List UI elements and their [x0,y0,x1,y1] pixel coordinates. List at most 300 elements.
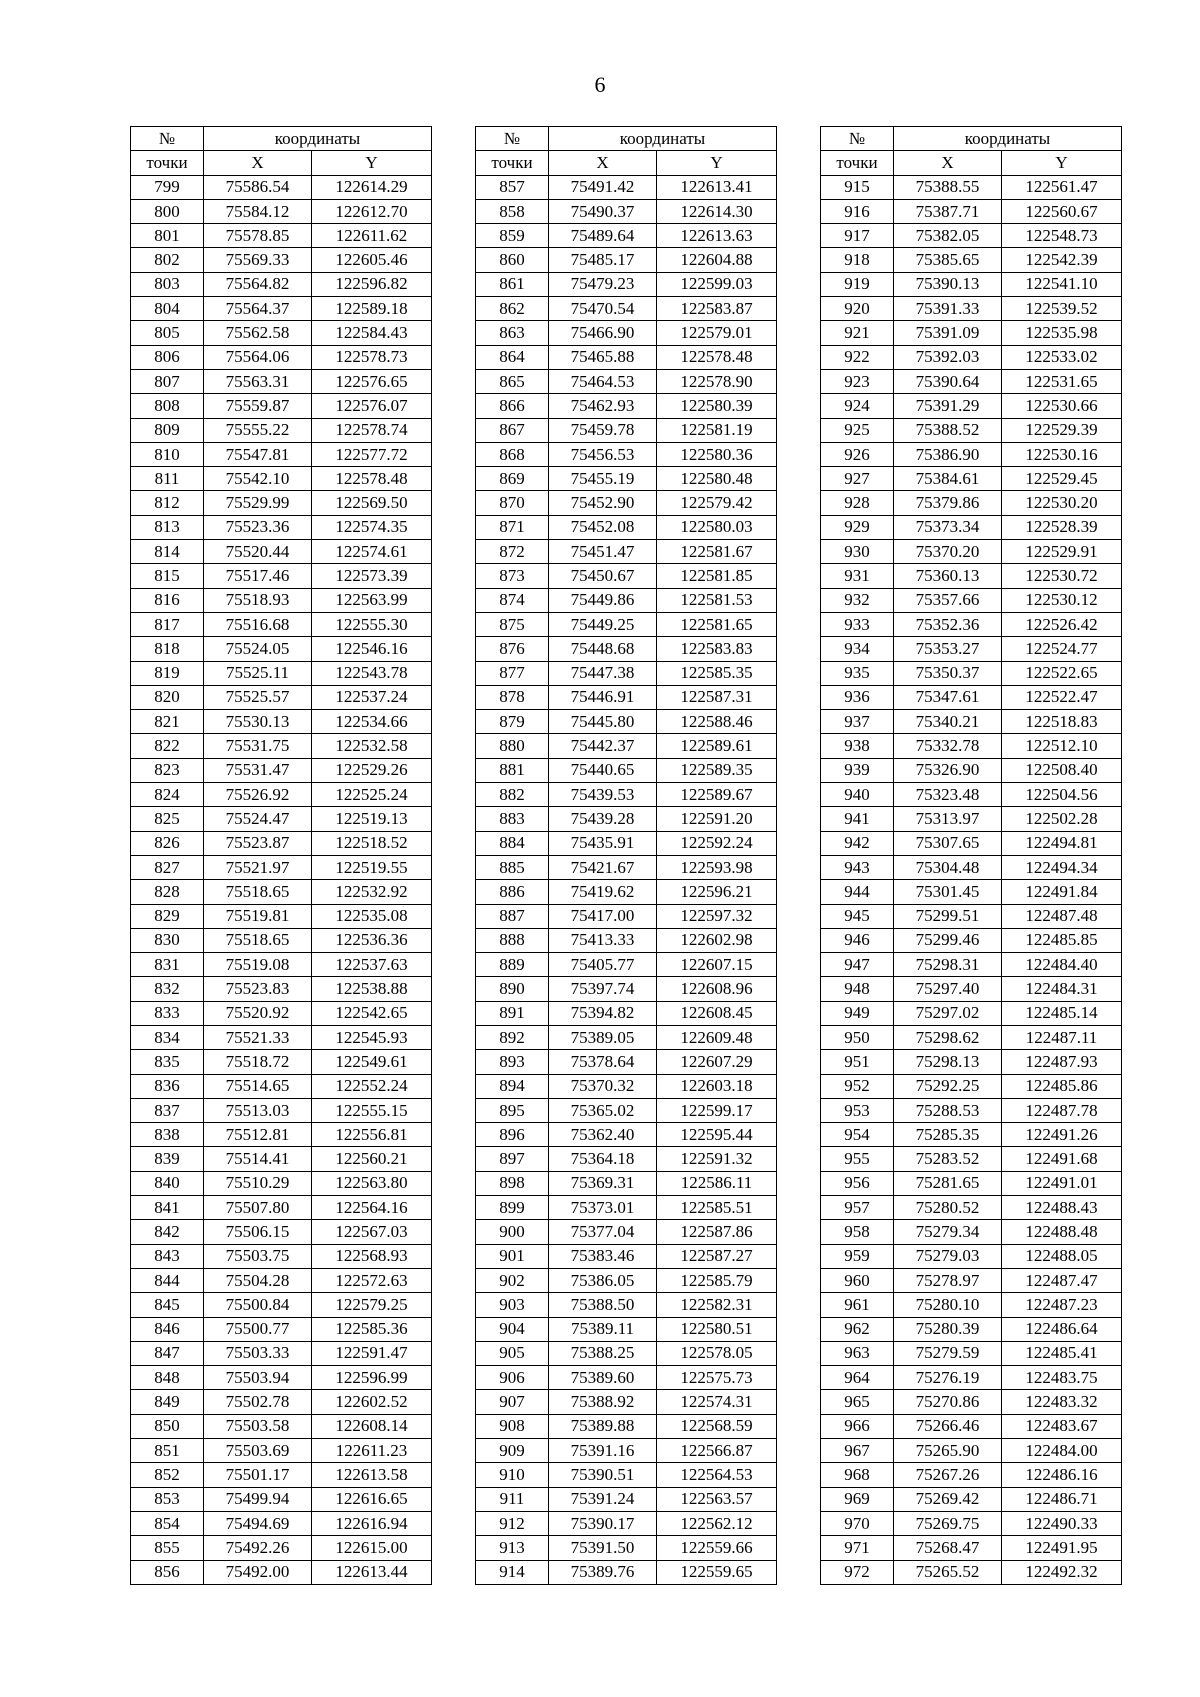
point-number-cell: 952 [821,1074,894,1098]
x-coordinate-cell: 75542.10 [204,467,312,491]
table-row [131,345,432,369]
table-row [476,1147,777,1171]
y-coordinate-cell: 122563.99 [312,588,432,612]
y-coordinate-cell: 122487.93 [1002,1050,1122,1074]
x-coordinate-cell: 75421.67 [549,855,657,879]
point-number-cell: 871 [476,515,549,539]
y-coordinate-cell: 122577.72 [312,442,432,466]
x-coordinate-cell: 75405.77 [549,953,657,977]
y-coordinate-cell: 122534.66 [312,710,432,734]
point-number-cell: 825 [131,807,204,831]
y-coordinate-cell: 122607.29 [657,1050,777,1074]
y-coordinate-cell: 122608.14 [312,1414,432,1438]
point-number-cell: 877 [476,661,549,685]
point-number-cell: 936 [821,685,894,709]
point-number-cell: 897 [476,1147,549,1171]
x-coordinate-cell: 75280.52 [894,1196,1002,1220]
x-coordinate-cell: 75518.72 [204,1050,312,1074]
point-number-cell: 890 [476,977,549,1001]
table-row [131,418,432,442]
point-number-cell: 855 [131,1536,204,1560]
point-number-cell: 802 [131,248,204,272]
point-number-cell: 966 [821,1414,894,1438]
point-number-cell: 878 [476,685,549,709]
point-number-cell: 916 [821,199,894,223]
table-row [821,1123,1122,1147]
x-coordinate-cell: 75365.02 [549,1098,657,1122]
y-coordinate-cell: 122613.58 [312,1463,432,1487]
x-coordinate-cell: 75299.46 [894,928,1002,952]
y-coordinate-cell: 122490.33 [1002,1511,1122,1535]
table-row [131,928,432,952]
x-coordinate-cell: 75449.86 [549,588,657,612]
table-row [821,855,1122,879]
table-row [821,637,1122,661]
point-number-cell: 961 [821,1293,894,1317]
y-coordinate-cell: 122589.35 [657,758,777,782]
y-coordinate-cell: 122593.98 [657,855,777,879]
table-row [476,1001,777,1025]
table-row [131,1414,432,1438]
table-row [131,710,432,734]
y-coordinate-cell: 122592.24 [657,831,777,855]
table-row [821,1050,1122,1074]
x-coordinate-cell: 75439.53 [549,783,657,807]
table-row [131,1536,432,1560]
x-coordinate-cell: 75470.54 [549,297,657,321]
point-number-cell: 917 [821,224,894,248]
x-coordinate-cell: 75266.46 [894,1414,1002,1438]
table-row [476,1487,777,1511]
table-row [131,1560,432,1584]
table-row [131,1244,432,1268]
y-coordinate-cell: 122614.29 [312,175,432,199]
x-coordinate-cell: 75500.77 [204,1317,312,1341]
y-coordinate-cell: 122607.15 [657,953,777,977]
x-coordinate-cell: 75370.32 [549,1074,657,1098]
x-coordinate-cell: 75479.23 [549,272,657,296]
point-number-cell: 894 [476,1074,549,1098]
y-coordinate-cell: 122574.61 [312,540,432,564]
point-number-cell: 928 [821,491,894,515]
x-coordinate-cell: 75455.19 [549,467,657,491]
point-number-cell: 912 [476,1511,549,1535]
table-row [131,1025,432,1049]
table-row [476,685,777,709]
y-coordinate-cell: 122484.00 [1002,1439,1122,1463]
table-row [476,734,777,758]
point-number-cell: 922 [821,345,894,369]
x-coordinate-cell: 75278.97 [894,1268,1002,1292]
point-number-cell: 826 [131,831,204,855]
x-coordinate-cell: 75304.48 [894,855,1002,879]
y-coordinate-cell: 122578.05 [657,1341,777,1365]
table-row [821,904,1122,928]
point-number-cell: 806 [131,345,204,369]
point-number-cell: 875 [476,612,549,636]
table-row [131,515,432,539]
point-number-cell: 812 [131,491,204,515]
point-number-cell: 850 [131,1414,204,1438]
x-coordinate-cell: 75466.90 [549,321,657,345]
y-coordinate-cell: 122555.30 [312,612,432,636]
y-coordinate-cell: 122549.61 [312,1050,432,1074]
point-number-cell: 926 [821,442,894,466]
point-number-cell: 964 [821,1366,894,1390]
table-row [131,1147,432,1171]
table-row [476,588,777,612]
x-coordinate-cell: 75525.57 [204,685,312,709]
y-coordinate-cell: 122485.14 [1002,1001,1122,1025]
x-coordinate-cell: 75265.52 [894,1560,1002,1584]
header-point: точки [476,151,549,175]
y-coordinate-cell: 122585.51 [657,1196,777,1220]
x-coordinate-cell: 75451.47 [549,540,657,564]
y-coordinate-cell: 122567.03 [312,1220,432,1244]
table-row [131,904,432,928]
y-coordinate-cell: 122536.36 [312,928,432,952]
table-row [476,1414,777,1438]
table-row [476,442,777,466]
y-coordinate-cell: 122485.41 [1002,1341,1122,1365]
table-row [476,783,777,807]
table-row [476,977,777,1001]
y-coordinate-cell: 122561.47 [1002,175,1122,199]
table-row [821,1536,1122,1560]
x-coordinate-cell: 75285.35 [894,1123,1002,1147]
point-number-cell: 861 [476,272,549,296]
x-coordinate-cell: 75562.58 [204,321,312,345]
point-number-cell: 934 [821,637,894,661]
x-coordinate-cell: 75531.47 [204,758,312,782]
table-row [131,1390,432,1414]
point-number-cell: 919 [821,272,894,296]
y-coordinate-cell: 122519.13 [312,807,432,831]
point-number-cell: 909 [476,1439,549,1463]
table-row [821,1171,1122,1195]
point-number-cell: 914 [476,1560,549,1584]
point-number-cell: 935 [821,661,894,685]
x-coordinate-cell: 75559.87 [204,394,312,418]
table-row [476,224,777,248]
y-coordinate-cell: 122613.41 [657,175,777,199]
point-number-cell: 906 [476,1366,549,1390]
x-coordinate-cell: 75514.65 [204,1074,312,1098]
table-row [821,321,1122,345]
x-coordinate-cell: 75392.03 [894,345,1002,369]
x-coordinate-cell: 75388.55 [894,175,1002,199]
point-number-cell: 888 [476,928,549,952]
point-number-cell: 824 [131,783,204,807]
point-number-cell: 957 [821,1196,894,1220]
header-y: Y [1002,151,1122,175]
table-row [821,1074,1122,1098]
table-row [131,467,432,491]
table-row [821,345,1122,369]
y-coordinate-cell: 122532.58 [312,734,432,758]
coordinates-table-3 [820,126,1122,1585]
y-coordinate-cell: 122614.30 [657,199,777,223]
x-coordinate-cell: 75526.92 [204,783,312,807]
point-number-cell: 954 [821,1123,894,1147]
y-coordinate-cell: 122605.46 [312,248,432,272]
table-row [821,175,1122,199]
y-coordinate-cell: 122564.16 [312,1196,432,1220]
y-coordinate-cell: 122508.40 [1002,758,1122,782]
point-number-cell: 904 [476,1317,549,1341]
y-coordinate-cell: 122492.32 [1002,1560,1122,1584]
x-coordinate-cell: 75510.29 [204,1171,312,1195]
point-number-cell: 879 [476,710,549,734]
y-coordinate-cell: 122556.81 [312,1123,432,1147]
y-coordinate-cell: 122518.83 [1002,710,1122,734]
y-coordinate-cell: 122604.88 [657,248,777,272]
y-coordinate-cell: 122484.31 [1002,977,1122,1001]
point-number-cell: 938 [821,734,894,758]
table-row [131,1098,432,1122]
x-coordinate-cell: 75504.28 [204,1268,312,1292]
table-row [476,661,777,685]
table-row [821,369,1122,393]
header-coordinates: координаты [894,127,1122,151]
point-number-cell: 810 [131,442,204,466]
point-number-cell: 801 [131,224,204,248]
table-row [476,1244,777,1268]
y-coordinate-cell: 122533.02 [1002,345,1122,369]
table-row [821,880,1122,904]
y-coordinate-cell: 122486.71 [1002,1487,1122,1511]
x-coordinate-cell: 75280.39 [894,1317,1002,1341]
table-row [476,953,777,977]
point-number-cell: 799 [131,175,204,199]
table-row [476,1511,777,1535]
y-coordinate-cell: 122602.98 [657,928,777,952]
x-coordinate-cell: 75447.38 [549,661,657,685]
x-coordinate-cell: 75353.27 [894,637,1002,661]
table-body [131,175,432,1584]
x-coordinate-cell: 75267.26 [894,1463,1002,1487]
point-number-cell: 865 [476,369,549,393]
table-row [131,491,432,515]
table-row [476,1171,777,1195]
point-number-cell: 835 [131,1050,204,1074]
point-number-cell: 862 [476,297,549,321]
table-row [131,540,432,564]
point-number-cell: 803 [131,272,204,296]
y-coordinate-cell: 122599.17 [657,1098,777,1122]
y-coordinate-cell: 122596.21 [657,880,777,904]
y-coordinate-cell: 122519.55 [312,855,432,879]
table-row [821,491,1122,515]
point-number-cell: 956 [821,1171,894,1195]
point-number-cell: 899 [476,1196,549,1220]
table-row [476,540,777,564]
x-coordinate-cell: 75268.47 [894,1536,1002,1560]
point-number-cell: 817 [131,612,204,636]
y-coordinate-cell: 122578.48 [312,467,432,491]
y-coordinate-cell: 122542.65 [312,1001,432,1025]
y-coordinate-cell: 122494.34 [1002,855,1122,879]
table-row [131,175,432,199]
point-number-cell: 845 [131,1293,204,1317]
y-coordinate-cell: 122587.31 [657,685,777,709]
x-coordinate-cell: 75518.65 [204,880,312,904]
table-row [476,831,777,855]
point-number-cell: 971 [821,1536,894,1560]
x-coordinate-cell: 75298.13 [894,1050,1002,1074]
table-row [821,977,1122,1001]
point-number-cell: 837 [131,1098,204,1122]
y-coordinate-cell: 122528.39 [1002,515,1122,539]
table-row [476,1560,777,1584]
point-number-cell: 839 [131,1147,204,1171]
y-coordinate-cell: 122603.18 [657,1074,777,1098]
y-coordinate-cell: 122529.39 [1002,418,1122,442]
y-coordinate-cell: 122585.35 [657,661,777,685]
x-coordinate-cell: 75523.87 [204,831,312,855]
x-coordinate-cell: 75435.91 [549,831,657,855]
point-number-cell: 873 [476,564,549,588]
table-row [476,1123,777,1147]
x-coordinate-cell: 75279.59 [894,1341,1002,1365]
y-coordinate-cell: 122491.95 [1002,1536,1122,1560]
y-coordinate-cell: 122578.48 [657,345,777,369]
point-number-cell: 886 [476,880,549,904]
point-number-cell: 857 [476,175,549,199]
x-coordinate-cell: 75491.42 [549,175,657,199]
y-coordinate-cell: 122563.80 [312,1171,432,1195]
x-coordinate-cell: 75459.78 [549,418,657,442]
x-coordinate-cell: 75394.82 [549,1001,657,1025]
point-number-cell: 841 [131,1196,204,1220]
table-row [131,831,432,855]
x-coordinate-cell: 75276.19 [894,1366,1002,1390]
table-row [131,1074,432,1098]
y-coordinate-cell: 122575.73 [657,1366,777,1390]
x-coordinate-cell: 75388.92 [549,1390,657,1414]
y-coordinate-cell: 122581.67 [657,540,777,564]
x-coordinate-cell: 75313.97 [894,807,1002,831]
table-row [821,224,1122,248]
point-number-cell: 905 [476,1341,549,1365]
x-coordinate-cell: 75446.91 [549,685,657,709]
point-number-cell: 889 [476,953,549,977]
y-coordinate-cell: 122563.57 [657,1487,777,1511]
x-coordinate-cell: 75280.10 [894,1293,1002,1317]
table-row [821,1268,1122,1292]
table-row [476,418,777,442]
table-row [476,515,777,539]
point-number-cell: 945 [821,904,894,928]
point-number-cell: 818 [131,637,204,661]
y-coordinate-cell: 122576.65 [312,369,432,393]
table-row [131,297,432,321]
table-row [476,345,777,369]
y-coordinate-cell: 122608.96 [657,977,777,1001]
table-row [476,1439,777,1463]
y-coordinate-cell: 122491.26 [1002,1123,1122,1147]
table-row [131,369,432,393]
table-body [821,175,1122,1584]
table-row [476,1050,777,1074]
point-number-cell: 813 [131,515,204,539]
table-row [821,248,1122,272]
y-coordinate-cell: 122580.03 [657,515,777,539]
y-coordinate-cell: 122512.10 [1002,734,1122,758]
x-coordinate-cell: 75448.68 [549,637,657,661]
y-coordinate-cell: 122573.39 [312,564,432,588]
point-number-cell: 949 [821,1001,894,1025]
table-row [476,880,777,904]
y-coordinate-cell: 122525.24 [312,783,432,807]
x-coordinate-cell: 75364.18 [549,1147,657,1171]
y-coordinate-cell: 122589.61 [657,734,777,758]
y-coordinate-cell: 122522.65 [1002,661,1122,685]
table-row [476,248,777,272]
y-coordinate-cell: 122529.45 [1002,467,1122,491]
table-row [476,928,777,952]
point-number-cell: 872 [476,540,549,564]
point-number-cell: 863 [476,321,549,345]
table-row [476,1536,777,1560]
point-number-cell: 838 [131,1123,204,1147]
point-number-cell: 918 [821,248,894,272]
point-number-cell: 846 [131,1317,204,1341]
table-row [821,1414,1122,1438]
x-coordinate-cell: 75516.68 [204,612,312,636]
y-coordinate-cell: 122531.65 [1002,369,1122,393]
point-number-cell: 895 [476,1098,549,1122]
point-number-cell: 929 [821,515,894,539]
point-number-cell: 800 [131,199,204,223]
point-number-cell: 943 [821,855,894,879]
x-coordinate-cell: 75445.80 [549,710,657,734]
point-number-cell: 891 [476,1001,549,1025]
point-number-cell: 831 [131,953,204,977]
point-number-cell: 885 [476,855,549,879]
table-row [476,321,777,345]
y-coordinate-cell: 122562.12 [657,1511,777,1535]
table-row [476,1341,777,1365]
point-number-cell: 923 [821,369,894,393]
y-coordinate-cell: 122529.91 [1002,540,1122,564]
x-coordinate-cell: 75388.25 [549,1341,657,1365]
x-coordinate-cell: 75521.97 [204,855,312,879]
x-coordinate-cell: 75281.65 [894,1171,1002,1195]
table-row [131,807,432,831]
x-coordinate-cell: 75569.33 [204,248,312,272]
table-row [821,1317,1122,1341]
x-coordinate-cell: 75387.71 [894,199,1002,223]
table-row [821,272,1122,296]
table-row [476,491,777,515]
table-row [821,1560,1122,1584]
x-coordinate-cell: 75326.90 [894,758,1002,782]
table-row [131,321,432,345]
y-coordinate-cell: 122616.65 [312,1487,432,1511]
table-row [131,564,432,588]
x-coordinate-cell: 75449.25 [549,612,657,636]
point-number-cell: 864 [476,345,549,369]
table-row [476,758,777,782]
x-coordinate-cell: 75298.31 [894,953,1002,977]
point-number-cell: 898 [476,1171,549,1195]
point-number-cell: 939 [821,758,894,782]
y-coordinate-cell: 122564.53 [657,1463,777,1487]
point-number-cell: 953 [821,1098,894,1122]
x-coordinate-cell: 75265.90 [894,1439,1002,1463]
x-coordinate-cell: 75369.31 [549,1171,657,1195]
